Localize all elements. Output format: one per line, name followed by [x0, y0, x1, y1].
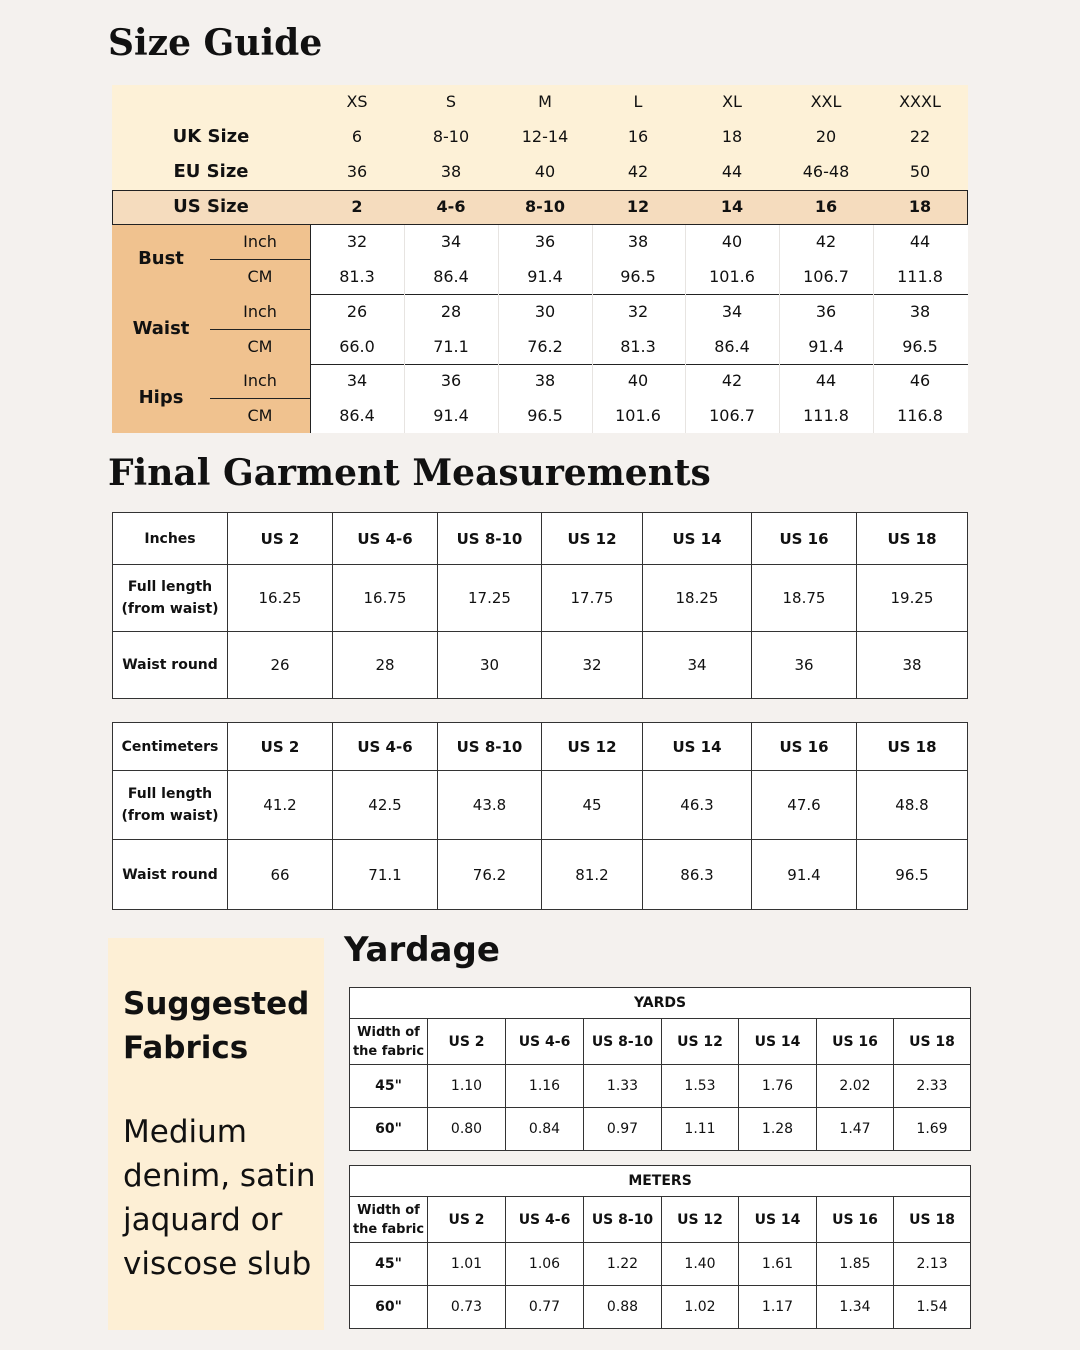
uk-size-value: 16 [627, 127, 649, 146]
full-length-label: Full length (from waist) [113, 771, 228, 840]
value-cell: 16.75 [333, 565, 438, 632]
inch-value: 44 [815, 371, 837, 390]
suggested-fabrics-panel [108, 938, 324, 1330]
inches-header: Inches [113, 513, 228, 565]
value-cell: 1.69 [894, 1108, 971, 1151]
value-cell: 71.1 [333, 840, 438, 910]
unit-inch-label: Inch [243, 301, 277, 321]
size-header: US 2 [428, 1197, 506, 1243]
size-header: US 14 [739, 1019, 817, 1065]
cm-value: 81.3 [339, 267, 375, 286]
inch-value: 36 [534, 232, 556, 251]
value-cell: 81.2 [542, 840, 643, 910]
cm-value: 91.4 [433, 406, 469, 425]
eu-size-value: 44 [721, 162, 743, 181]
us-size-value: 4-6 [436, 197, 466, 216]
inch-value: 42 [815, 232, 837, 251]
inch-value: 28 [440, 301, 462, 321]
measure-divider [310, 294, 968, 295]
inch-value: 40 [627, 371, 649, 390]
size-letter: L [633, 92, 643, 111]
garment-inches-table [112, 512, 968, 699]
cm-value: 96.5 [527, 406, 563, 425]
value-cell: 18.75 [752, 565, 857, 632]
size-letter: S [445, 92, 457, 111]
size-guide-table [112, 85, 968, 433]
us-size-label: US Size [173, 196, 249, 217]
size-header: US 16 [817, 1197, 894, 1243]
size-letter: XXXL [899, 92, 941, 111]
grid-line [873, 225, 874, 433]
value-cell: 36 [752, 632, 857, 699]
unit-divider [210, 398, 310, 399]
yards-header: YARDS [350, 988, 971, 1019]
cm-value: 106.7 [709, 406, 755, 425]
us-size-value: 8-10 [524, 197, 566, 216]
size-header: US 18 [894, 1197, 971, 1243]
cm-value: 66.0 [339, 336, 375, 356]
value-cell: 2.02 [817, 1065, 894, 1108]
size-header: US 4-6 [333, 513, 438, 565]
size-header: US 2 [228, 723, 333, 771]
value-cell: 38 [857, 632, 968, 699]
value-cell: 91.4 [752, 840, 857, 910]
grid-line [779, 225, 780, 433]
value-cell: 1.53 [662, 1065, 739, 1108]
cm-value: 106.7 [803, 267, 849, 286]
value-cell: 19.25 [857, 565, 968, 632]
value-cell: 17.25 [438, 565, 542, 632]
inch-value: 30 [534, 301, 556, 321]
value-cell: 1.47 [817, 1108, 894, 1151]
value-cell: 30 [438, 632, 542, 699]
yardage-title: Yardage [344, 930, 500, 970]
value-cell: 48.8 [857, 771, 968, 840]
us-size-value: 18 [908, 197, 932, 216]
value-cell: 2.13 [894, 1243, 971, 1286]
cm-value: 91.4 [527, 267, 563, 286]
full-length-label: Full length (from waist) [113, 565, 228, 632]
inch-value: 42 [721, 371, 743, 390]
value-cell: 18.25 [643, 565, 752, 632]
grid-line [685, 225, 686, 433]
size-header: US 12 [542, 513, 643, 565]
size-header: US 12 [662, 1197, 739, 1243]
waist-round-label: Waist round [113, 840, 228, 910]
value-cell: 1.17 [739, 1286, 817, 1329]
us-size-value: 16 [814, 197, 838, 216]
size-guide-title: Size Guide [108, 22, 323, 64]
value-cell: 26 [228, 632, 333, 699]
width-of-fabric-label: Width of the fabric [350, 1197, 428, 1243]
value-cell: 0.73 [428, 1286, 506, 1329]
grid-line [498, 225, 499, 433]
size-header: US 18 [857, 513, 968, 565]
inch-value: 38 [627, 232, 649, 251]
cm-value: 91.4 [808, 336, 844, 356]
inch-value: 46 [909, 371, 931, 390]
size-header: US 12 [662, 1019, 739, 1065]
value-cell: 0.84 [506, 1108, 584, 1151]
uk-size-value: 8-10 [432, 127, 470, 146]
cm-value: 96.5 [902, 336, 938, 356]
value-cell: 1.06 [506, 1243, 584, 1286]
value-cell: 96.5 [857, 840, 968, 910]
value-cell: 43.8 [438, 771, 542, 840]
unit-cm-label: CM [247, 406, 273, 425]
fabrics-title: Suggested Fabrics [123, 986, 310, 1066]
size-header: US 8-10 [584, 1197, 662, 1243]
value-cell: 1.85 [817, 1243, 894, 1286]
inch-value: 26 [346, 301, 368, 321]
value-cell: 28 [333, 632, 438, 699]
value-cell: 1.33 [584, 1065, 662, 1108]
inch-value: 36 [815, 301, 837, 321]
fabrics-description: Medium denim, satin jaquard or viscose slub [123, 1114, 316, 1282]
cm-value: 76.2 [527, 336, 563, 356]
us-size-value: 14 [720, 197, 744, 216]
uk-size-value: 12-14 [521, 127, 569, 146]
size-header: US 16 [752, 723, 857, 771]
inch-value: 32 [346, 232, 368, 251]
value-cell: 17.75 [542, 565, 643, 632]
unit-divider [210, 329, 310, 330]
size-letter: XXL [810, 92, 842, 111]
size-header: US 8-10 [584, 1019, 662, 1065]
value-cell: 66 [228, 840, 333, 910]
unit-inch-label: Inch [243, 232, 277, 251]
measure-label: Waist [132, 317, 190, 339]
cm-value: 86.4 [714, 336, 750, 356]
measure-label: Hips [138, 387, 184, 408]
waist-round-label: Waist round [113, 632, 228, 699]
us-size-value: 12 [626, 197, 650, 216]
centimeters-header: Centimeters [113, 723, 228, 771]
us-size-value: 2 [351, 197, 363, 216]
value-cell: 1.61 [739, 1243, 817, 1286]
value-cell: 47.6 [752, 771, 857, 840]
inch-value: 40 [721, 232, 743, 251]
size-header: US 18 [857, 723, 968, 771]
meters-header: METERS [350, 1166, 971, 1197]
size-header: US 14 [739, 1197, 817, 1243]
grid-line [592, 225, 593, 433]
value-cell: 1.22 [584, 1243, 662, 1286]
cm-value: 81.3 [620, 336, 656, 356]
inch-value: 44 [909, 232, 931, 251]
cm-value: 71.1 [433, 336, 469, 356]
grid-line [404, 225, 405, 433]
inch-value: 38 [534, 371, 556, 390]
measure-divider [310, 364, 968, 365]
column-separator [310, 225, 311, 433]
size-header: US 16 [817, 1019, 894, 1065]
size-header: US 8-10 [438, 723, 542, 771]
unit-cm-label: CM [247, 267, 273, 286]
size-header: US 14 [643, 723, 752, 771]
value-cell: 32 [542, 632, 643, 699]
inch-value: 38 [909, 301, 931, 321]
final-garment-title: Final Garment Measurements [108, 452, 711, 494]
fabric-width-cell: 60" [350, 1286, 428, 1329]
value-cell: 1.16 [506, 1065, 584, 1108]
size-header: US 2 [228, 513, 333, 565]
value-cell: 46.3 [643, 771, 752, 840]
value-cell: 1.01 [428, 1243, 506, 1286]
width-of-fabric-label: Width of the fabric [350, 1019, 428, 1065]
value-cell: 1.02 [662, 1286, 739, 1329]
inch-value: 34 [721, 301, 743, 321]
unit-divider [210, 259, 310, 260]
eu-size-value: 36 [346, 162, 368, 181]
inch-value: 34 [440, 232, 462, 251]
uk-size-value: 6 [351, 127, 363, 146]
cm-value: 101.6 [709, 267, 755, 286]
size-header: US 14 [643, 513, 752, 565]
uk-size-value: 20 [815, 127, 837, 146]
size-header: US 4-6 [333, 723, 438, 771]
cm-value: 86.4 [433, 267, 469, 286]
eu-size-value: 50 [909, 162, 931, 181]
value-cell: 86.3 [643, 840, 752, 910]
cm-value: 116.8 [897, 406, 943, 425]
value-cell: 2.33 [894, 1065, 971, 1108]
yardage-yards-table [349, 987, 971, 1151]
uk-size-label: UK Size [172, 126, 250, 147]
value-cell: 0.88 [584, 1286, 662, 1329]
value-cell: 1.10 [428, 1065, 506, 1108]
value-cell: 76.2 [438, 840, 542, 910]
yardage-meters-table [349, 1165, 971, 1329]
inch-value: 36 [440, 371, 462, 390]
value-cell: 0.97 [584, 1108, 662, 1151]
fabric-width-cell: 60" [350, 1108, 428, 1151]
garment-centimeters-table [112, 722, 968, 910]
value-cell: 41.2 [228, 771, 333, 840]
size-letter: M [538, 92, 552, 111]
value-cell: 45 [542, 771, 643, 840]
value-cell: 1.76 [739, 1065, 817, 1108]
size-header: US 2 [428, 1019, 506, 1065]
size-header: US 4-6 [506, 1197, 584, 1243]
unit-cm-label: CM [247, 336, 273, 356]
cm-value: 101.6 [615, 406, 661, 425]
inch-value: 34 [346, 371, 368, 390]
eu-size-value: 46-48 [802, 162, 850, 181]
size-header: US 4-6 [506, 1019, 584, 1065]
value-cell: 1.40 [662, 1243, 739, 1286]
cm-value: 111.8 [897, 267, 943, 286]
value-cell: 42.5 [333, 771, 438, 840]
value-cell: 16.25 [228, 565, 333, 632]
uk-size-value: 18 [721, 127, 743, 146]
eu-size-value: 40 [534, 162, 556, 181]
size-letter: XS [346, 92, 368, 111]
value-cell: 0.77 [506, 1286, 584, 1329]
fabric-width-cell: 45" [350, 1065, 428, 1108]
value-cell: 34 [643, 632, 752, 699]
inch-value: 32 [627, 301, 649, 321]
uk-size-value: 22 [909, 127, 931, 146]
cm-value: 86.4 [339, 406, 375, 425]
value-cell: 1.11 [662, 1108, 739, 1151]
value-cell: 1.54 [894, 1286, 971, 1329]
eu-size-label: EU Size [173, 161, 249, 182]
eu-size-value: 38 [440, 162, 462, 181]
eu-size-value: 42 [627, 162, 649, 181]
size-header: US 18 [894, 1019, 971, 1065]
size-letter: XL [722, 92, 742, 111]
size-header: US 16 [752, 513, 857, 565]
fabric-width-cell: 45" [350, 1243, 428, 1286]
value-cell: 1.34 [817, 1286, 894, 1329]
unit-inch-label: Inch [243, 371, 277, 390]
value-cell: 0.80 [428, 1108, 506, 1151]
cm-value: 111.8 [803, 406, 849, 425]
size-header: US 8-10 [438, 513, 542, 565]
value-cell: 1.28 [739, 1108, 817, 1151]
cm-value: 96.5 [620, 267, 656, 286]
size-header: US 12 [542, 723, 643, 771]
measure-label: Bust [138, 248, 184, 269]
